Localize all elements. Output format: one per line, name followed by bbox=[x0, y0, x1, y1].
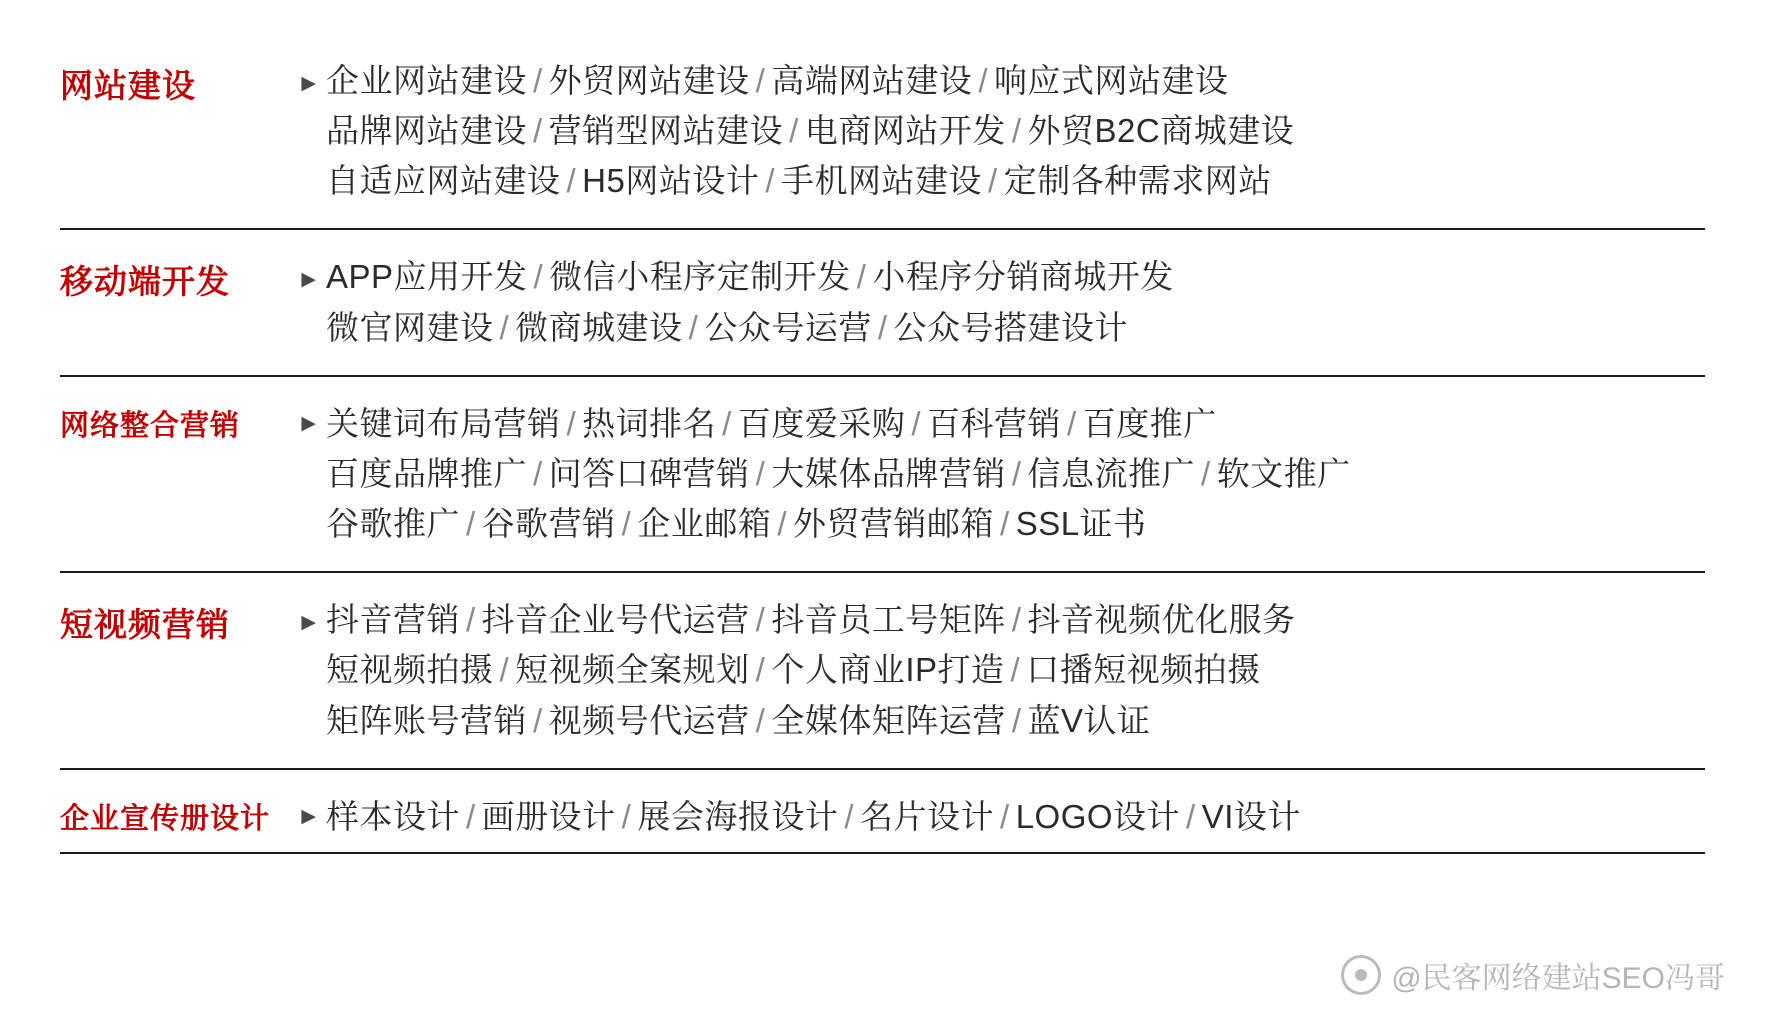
item-line bbox=[326, 499, 1705, 549]
service-section-mobile bbox=[60, 230, 1705, 376]
service-item[interactable]: VI设计 bbox=[1201, 797, 1301, 835]
service-item[interactable]: 高端网站建设 bbox=[771, 62, 973, 99]
category-label: 网络整合营销 bbox=[60, 409, 241, 442]
service-item[interactable]: 响应式网站建设 bbox=[994, 62, 1229, 99]
service-item[interactable]: 自适应网站建设 bbox=[326, 162, 561, 200]
service-item[interactable]: 名片设计 bbox=[860, 797, 995, 835]
service-item[interactable]: 企业网站建设 bbox=[326, 62, 527, 99]
separator: / bbox=[533, 258, 544, 296]
separator: / bbox=[856, 258, 867, 296]
separator: / bbox=[1011, 701, 1022, 739]
service-section-website bbox=[60, 0, 1705, 230]
service-item[interactable]: 小程序分销商城开发 bbox=[872, 258, 1174, 296]
category-cell bbox=[60, 56, 320, 107]
service-item[interactable]: 企业邮箱 bbox=[637, 505, 772, 543]
separator: / bbox=[789, 112, 799, 150]
watermark bbox=[1341, 953, 1725, 997]
triangle-right-icon: ▶ bbox=[301, 805, 316, 827]
triangle-right-icon: ▶ bbox=[301, 269, 316, 291]
separator: / bbox=[1010, 651, 1021, 689]
item-line bbox=[326, 56, 1705, 106]
service-item[interactable]: 抖音视频优化服务 bbox=[1027, 601, 1296, 639]
service-item[interactable]: 外贸B2C商城建设 bbox=[1027, 112, 1295, 150]
service-item[interactable]: 画册设计 bbox=[481, 797, 616, 835]
category-label: 移动端开发 bbox=[60, 263, 230, 301]
service-item[interactable]: 公众号运营 bbox=[704, 308, 872, 346]
eye-icon bbox=[1341, 955, 1381, 995]
service-section-brochure-design bbox=[60, 770, 1705, 854]
service-item[interactable]: 电商网站开发 bbox=[804, 112, 1006, 150]
separator: / bbox=[877, 308, 888, 346]
separator: / bbox=[1000, 505, 1010, 543]
items-cell bbox=[320, 252, 1705, 352]
service-section-integrated-marketing bbox=[60, 377, 1705, 573]
service-item[interactable]: 短视频全案规划 bbox=[515, 651, 750, 689]
separator: / bbox=[566, 162, 577, 200]
separator: / bbox=[566, 404, 577, 442]
separator: / bbox=[765, 162, 776, 200]
service-item[interactable]: 谷歌推广 bbox=[326, 505, 460, 543]
category-label: 网站建设 bbox=[60, 67, 196, 104]
separator: / bbox=[777, 505, 788, 543]
separator: / bbox=[1000, 797, 1010, 835]
separator: / bbox=[1186, 797, 1196, 835]
service-item[interactable]: 短视频拍摄 bbox=[326, 651, 494, 689]
service-item[interactable]: 微商城建设 bbox=[515, 308, 683, 346]
separator: / bbox=[1011, 454, 1022, 492]
service-item[interactable]: 信息流推广 bbox=[1027, 454, 1196, 492]
separator: / bbox=[533, 112, 543, 150]
separator: / bbox=[755, 651, 766, 689]
separator: / bbox=[499, 308, 510, 346]
separator: / bbox=[755, 701, 766, 739]
service-item[interactable]: 问答口碑营销 bbox=[548, 454, 750, 492]
triangle-right-icon: ▶ bbox=[301, 612, 316, 634]
item-line bbox=[326, 399, 1705, 449]
separator: / bbox=[722, 404, 732, 442]
separator: / bbox=[466, 505, 476, 543]
service-item[interactable]: 样本设计 bbox=[326, 797, 460, 835]
separator: / bbox=[533, 701, 543, 739]
service-item[interactable]: 大媒体品牌营销 bbox=[771, 454, 1006, 492]
service-item[interactable]: 全媒体矩阵运营 bbox=[771, 701, 1006, 739]
category-cell bbox=[60, 399, 320, 444]
item-line bbox=[326, 156, 1705, 206]
separator: / bbox=[621, 797, 632, 835]
service-item[interactable]: 百度品牌推广 bbox=[326, 454, 527, 492]
category-cell bbox=[60, 595, 320, 646]
items-cell bbox=[320, 399, 1705, 549]
items-cell bbox=[320, 792, 1705, 842]
service-item[interactable]: 口播短视频拍摄 bbox=[1026, 651, 1261, 689]
items-cell bbox=[320, 56, 1705, 206]
separator: / bbox=[1067, 404, 1077, 442]
item-line bbox=[326, 645, 1705, 695]
service-item[interactable]: 展会海报设计 bbox=[637, 797, 839, 835]
separator: / bbox=[1011, 112, 1022, 150]
category-label: 短视频营销 bbox=[60, 606, 230, 644]
service-item[interactable]: 蓝V认证 bbox=[1027, 701, 1151, 739]
service-item[interactable]: 微官网建设 bbox=[326, 308, 494, 346]
service-item[interactable]: 关键词布局营销 bbox=[326, 404, 561, 442]
service-item[interactable]: 视频号代运营 bbox=[548, 701, 750, 739]
separator: / bbox=[533, 62, 543, 99]
item-line bbox=[326, 696, 1705, 746]
service-item[interactable]: 外贸营销邮箱 bbox=[793, 505, 995, 543]
service-item[interactable]: 个人商业IP打造 bbox=[771, 651, 1005, 689]
separator: / bbox=[688, 308, 699, 346]
triangle-right-icon: ▶ bbox=[301, 73, 316, 94]
separator: / bbox=[755, 601, 766, 639]
separator: / bbox=[621, 505, 632, 543]
separator: / bbox=[988, 162, 998, 200]
separator: / bbox=[466, 601, 476, 639]
item-line bbox=[326, 595, 1705, 645]
item-line bbox=[326, 303, 1705, 353]
service-item[interactable]: 矩阵账号营销 bbox=[326, 701, 527, 739]
service-item[interactable]: APP应用开发 bbox=[326, 258, 528, 296]
service-section-short-video bbox=[60, 573, 1705, 769]
category-cell bbox=[60, 252, 320, 303]
service-item[interactable]: 百度推广 bbox=[1082, 404, 1217, 442]
watermark-text: @民客网络建站SEO冯哥 bbox=[1391, 962, 1725, 995]
triangle-right-icon: ▶ bbox=[301, 412, 316, 434]
separator: / bbox=[978, 62, 989, 99]
item-line bbox=[326, 252, 1705, 302]
service-item[interactable]: 软文推广 bbox=[1216, 454, 1351, 492]
service-item[interactable]: SSL证书 bbox=[1015, 505, 1147, 543]
category-cell bbox=[60, 792, 320, 837]
separator: / bbox=[844, 797, 855, 835]
separator: / bbox=[1011, 601, 1022, 639]
separator: / bbox=[1201, 454, 1211, 492]
item-line bbox=[326, 449, 1705, 499]
service-item[interactable]: 微信小程序定制开发 bbox=[549, 258, 851, 296]
separator: / bbox=[466, 797, 476, 835]
service-item[interactable]: 抖音营销 bbox=[326, 601, 460, 639]
service-item[interactable]: 百科营销 bbox=[927, 404, 1062, 442]
separator: / bbox=[533, 454, 543, 492]
separator: / bbox=[499, 651, 510, 689]
item-line bbox=[326, 106, 1705, 156]
separator: / bbox=[911, 404, 922, 442]
service-item[interactable]: 抖音员工号矩阵 bbox=[771, 601, 1006, 639]
separator: / bbox=[755, 454, 766, 492]
service-item[interactable]: 抖音企业号代运营 bbox=[481, 601, 750, 639]
service-item[interactable]: 外贸网站建设 bbox=[548, 62, 750, 99]
service-item[interactable]: 热词排名 bbox=[582, 404, 717, 442]
service-item[interactable]: 公众号搭建设计 bbox=[893, 308, 1129, 346]
separator: / bbox=[755, 62, 766, 99]
service-item[interactable]: 手机网站建设 bbox=[781, 162, 983, 200]
items-cell bbox=[320, 595, 1705, 745]
service-item[interactable]: 品牌网站建设 bbox=[326, 112, 527, 150]
service-item[interactable]: 谷歌营销 bbox=[481, 505, 616, 543]
category-label: 企业宣传册设计 bbox=[60, 802, 271, 835]
service-item[interactable]: 营销型网站建设 bbox=[548, 112, 784, 150]
service-item[interactable]: H5网站设计 bbox=[582, 162, 760, 200]
item-line bbox=[326, 792, 1705, 842]
service-item[interactable]: 定制各种需求网站 bbox=[1003, 162, 1272, 200]
service-item[interactable]: 百度爱采购 bbox=[737, 404, 906, 442]
service-item[interactable]: LOGO设计 bbox=[1015, 797, 1181, 835]
